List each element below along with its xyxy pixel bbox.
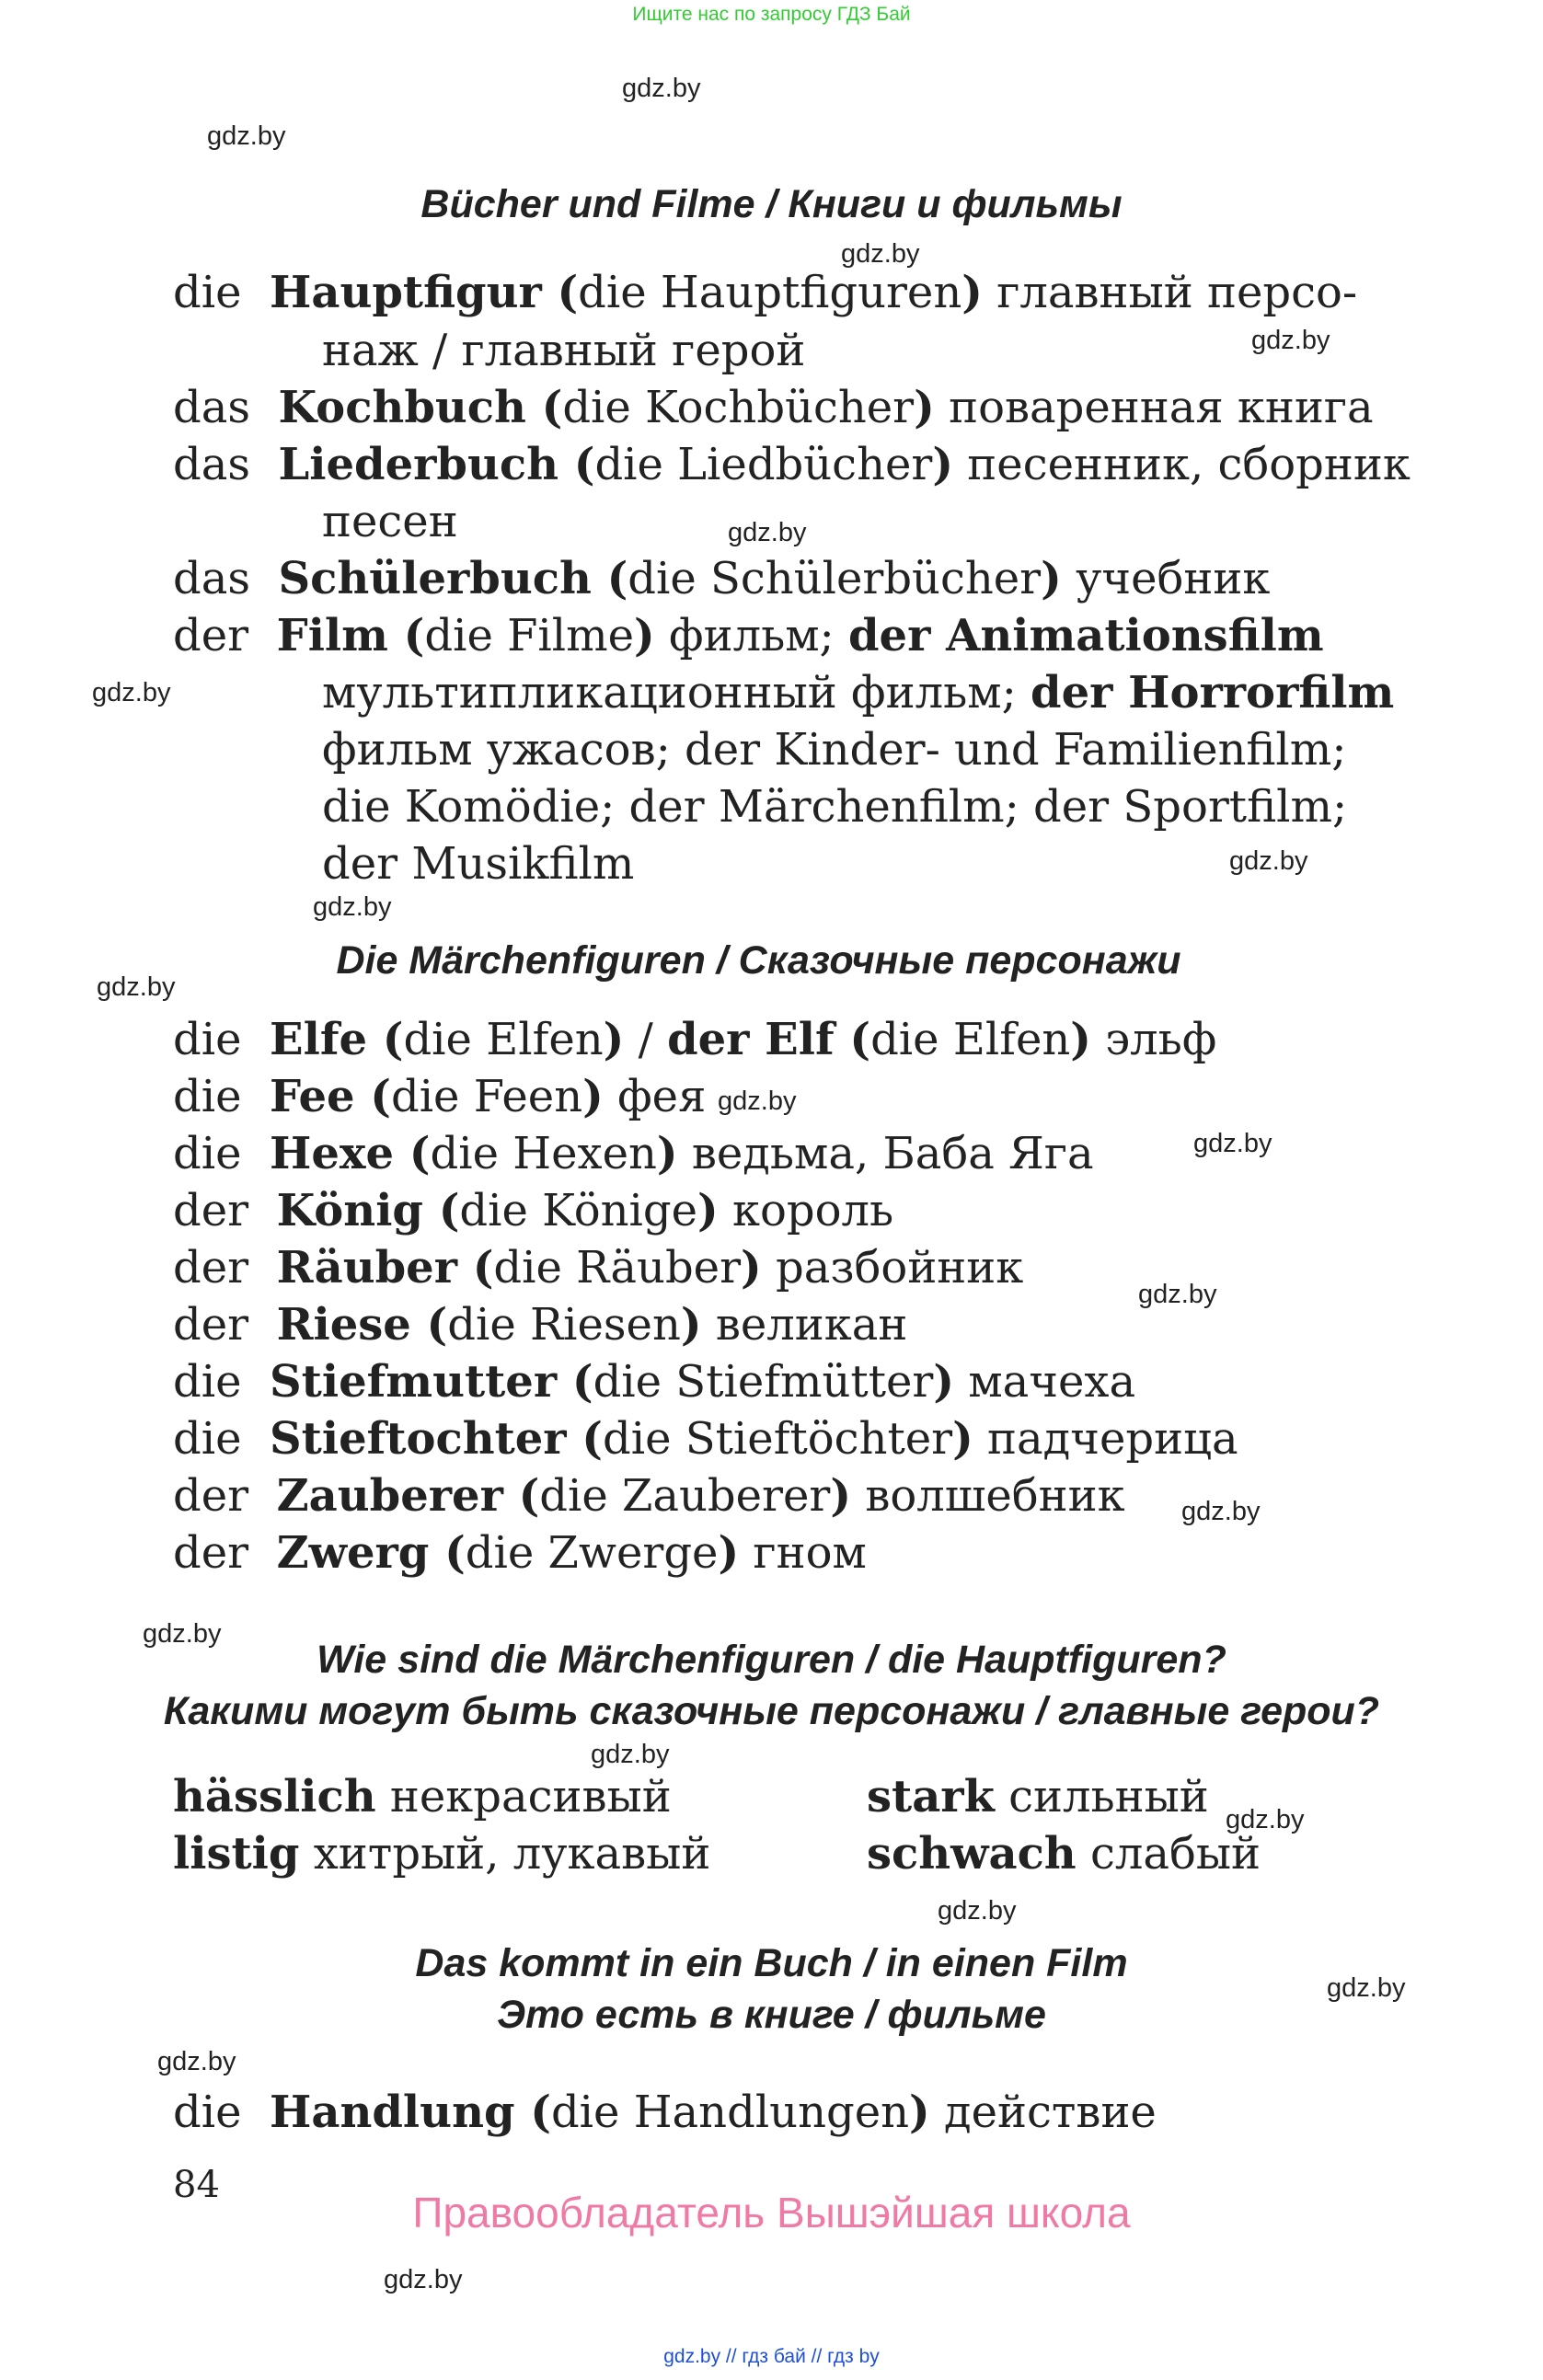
entry-word: Schülerbuch [278,553,592,604]
paren: ) [932,439,954,490]
vocab-entry [173,553,1270,604]
entry-translation: учебник [1061,553,1271,604]
entry-word: Hauptfigur [270,267,542,318]
entry-word: Kochbuch [278,382,526,433]
paren: ( [422,1185,460,1236]
entry-article: die [173,1356,242,1408]
footer-links[interactable]: gdz.by // гдз бай // гдз by [663,2346,880,2367]
vocab-entry [173,267,1397,318]
watermark: gdz.by [1193,1129,1272,1158]
entry-plural: die Feen [390,1071,583,1122]
watermark: gdz.by [1138,1280,1217,1309]
vocab-entry [173,1071,706,1122]
watermark: gdz.by [1327,1973,1406,2003]
watermark: gdz.by [1229,846,1308,876]
vocab-entry [173,382,1374,433]
watermark: gdz.by [384,2265,463,2294]
entry-plural: die Elfen [403,1014,604,1065]
entry-article: das [173,382,250,433]
entry-translation: поваренная книга [934,382,1374,433]
paren: ) [634,610,655,661]
paren: ( [429,1527,466,1579]
paren: ( [387,610,425,661]
watermark: gdz.by [92,678,171,707]
entry-bold-term: der Horrorfilm [1031,667,1395,719]
entry-translation: волшебник [851,1470,1125,1522]
section-heading-qualities-ru: Какими могут быть сказочные персонажи / главные герои? [163,1689,1380,1733]
entry-plural: die Riesen [447,1299,681,1351]
entry-continuation: песен [322,496,458,547]
paren: ) [741,1242,762,1293]
film-line: der Musikfilm [322,838,635,890]
page-number: 84 [173,2164,220,2206]
entry-translation: разбойник [761,1242,1024,1293]
adjective-word: schwach [867,1828,1077,1880]
paren: ( [354,1071,391,1122]
adjective-translation: хитрый, лукавый [299,1828,711,1880]
film-line: фильм ужасов; der Kinder- und Familienfilm; [322,724,1347,776]
paren: ) [914,382,935,433]
entry-word: Film [276,610,388,661]
entry-article: der [173,1299,249,1351]
entry-article: das [173,439,250,490]
paren: ) [603,1014,625,1065]
film-line-text: мультипликационный фильм; [322,667,1031,719]
entry-translation: великан [701,1299,908,1351]
entry-translation: гном [739,1527,867,1579]
entry-article: die [173,1413,242,1465]
entry-word: Räuber [276,1242,457,1293]
vocab-entry [173,1242,1023,1293]
watermark: gdz.by [841,239,920,269]
paren: ) [656,1128,678,1179]
paren: ( [541,267,579,318]
adjective-item [867,1828,1261,1880]
top-banner[interactable]: Ищите нас по запросу ГДЗ Бай [632,4,911,25]
vocab-entry [173,610,1324,661]
adjective-item [173,1771,672,1822]
paren: ( [834,1014,871,1065]
entry-plural: die Elfen [870,1014,1071,1065]
entry-article: der [173,1470,249,1522]
vocab-entry [173,1185,893,1236]
entry-translation: фея [603,1071,707,1122]
entry-article: das [173,553,250,604]
entry-translation: эльф [1091,1014,1217,1065]
watermark: gdz.by [718,1087,797,1116]
entry-article: die [173,1014,242,1065]
paren: ) [961,267,983,318]
watermark: gdz.by [207,121,286,151]
adjective-word: listig [173,1828,300,1880]
section-heading-fairy: Die Märchenfiguren / Сказочные персонажи [336,938,1181,983]
vocab-entry [173,1128,1094,1179]
vocab-entry [173,1470,1125,1522]
paren: ) [582,1071,604,1122]
entry-plural: die Stiefmütter [593,1356,934,1408]
watermark: gdz.by [313,892,392,922]
paren: ( [566,1413,604,1465]
vocab-entry [173,2087,1157,2138]
adjective-translation: сильный [994,1771,1209,1822]
paren: ) [697,1185,719,1236]
paren: ( [514,2087,551,2138]
entry-plural: die Räuber [493,1242,742,1293]
paren: ) [1041,553,1062,604]
section-heading-content-de: Das kommt in ein Buch / in einen Film [415,1941,1128,1985]
film-line: die Komödie; der Märchenfilm; der Sportfilm; [322,781,1348,833]
vocab-entry [173,439,1411,490]
entry-translation: ведьма, Баба Яга [677,1128,1094,1179]
film-line [322,667,1394,719]
entry-plural: die Schülerbücher [628,553,1042,604]
entry-plural: die Hauptfiguren [578,267,962,318]
entry-article: der [173,1185,249,1236]
entry-plural: die Stieftöchter [603,1413,953,1465]
watermark: gdz.by [1251,326,1330,355]
entry-article: der [173,610,249,661]
vocab-entry [173,1299,907,1351]
entry-word: Hexe [270,1128,395,1179]
entry-translation: песенник, сборник [953,439,1411,490]
watermark: gdz.by [938,1896,1017,1926]
entry-word: Liederbuch [278,439,559,490]
entry-article: der [173,1242,249,1293]
vocab-entry [173,1413,1238,1465]
entry-translation: король [718,1185,894,1236]
entry-translation: падчерица [973,1413,1238,1465]
paren: ) [718,1527,740,1579]
watermark: gdz.by [1226,1805,1305,1834]
entry-plural: die Zwerge [465,1527,719,1579]
paren: ( [410,1299,448,1351]
entry-word: Zwerg [276,1527,430,1579]
watermark: gdz.by [1181,1497,1261,1526]
paren: ) [680,1299,702,1351]
entry-plural: die Filme [424,610,635,661]
entry-translation: фильм; [654,610,848,661]
section-heading-books: Bücher und Filme / Книги и фильмы [420,182,1123,226]
adjective-item [867,1771,1209,1822]
entry-plural: die Hexen [430,1128,657,1179]
watermark: gdz.by [728,518,807,547]
entry-article: die [173,267,242,318]
entry-translation: мачеха [954,1356,1136,1408]
paren: ( [394,1128,431,1179]
watermark: gdz.by [97,972,176,1002]
vocab-entry [173,1014,1216,1065]
entry-word: Stiefmutter [270,1356,558,1408]
entry-word: Fee [270,1071,355,1122]
section-heading-content-ru: Это есть в книге / фильме [497,1993,1046,2037]
entry-word: König [276,1185,423,1236]
paren: ( [525,382,563,433]
paren: ) [1070,1014,1092,1065]
adjective-word: stark [867,1771,995,1822]
entry-translation: главный персо- [982,267,1358,318]
entry-bold-term: der Animationsfilm [847,610,1324,661]
adjective-word: hässlich [173,1771,376,1822]
paren: ) [952,1413,973,1465]
watermark: gdz.by [157,2047,236,2076]
vocab-entry [173,1356,1135,1408]
adjective-translation: некрасивый [375,1771,672,1822]
paren: ( [502,1470,540,1522]
entry-translation: / [624,1014,668,1065]
paren: ) [909,2087,930,2138]
entry-article: der [173,1527,249,1579]
copyright-notice: Правообладатель Вышэйшая школа [412,2189,1131,2236]
entry-continuation: наж / главный герой [322,325,806,376]
paren: ( [558,439,595,490]
paren: ( [591,553,628,604]
entry-word: Riese [276,1299,411,1351]
entry-plural: die Kochbücher [562,382,915,433]
entry-plural: die Handlungen [550,2087,910,2138]
watermark: gdz.by [591,1740,670,1769]
paren: ( [457,1242,494,1293]
entry-word: Stieftochter [270,1413,567,1465]
paren: ) [933,1356,955,1408]
entry-article: die [173,2087,242,2138]
entry-plural: die Zauberer [539,1470,831,1522]
paren: ( [367,1014,404,1065]
adjective-translation: слабый [1076,1828,1261,1880]
entry-word: Elfe [270,1014,368,1065]
paren: ( [557,1356,593,1408]
entry-article: die [173,1128,242,1179]
section-heading-qualities-de: Wie sind die Märchenfiguren / die Hauptfiguren? [317,1638,1226,1682]
entry-plural: die Könige [459,1185,698,1236]
entry-translation: действие [929,2087,1157,2138]
watermark: gdz.by [622,74,701,103]
watermark: gdz.by [143,1619,222,1649]
paren: ) [830,1470,852,1522]
entry-word: Zauberer [276,1470,503,1522]
entry-word: der Elf [667,1014,835,1065]
vocab-entry [173,1527,867,1579]
adjective-item [173,1828,710,1880]
entry-article: die [173,1071,242,1122]
entry-word: Handlung [270,2087,515,2138]
entry-plural: die Liedbücher [594,439,933,490]
